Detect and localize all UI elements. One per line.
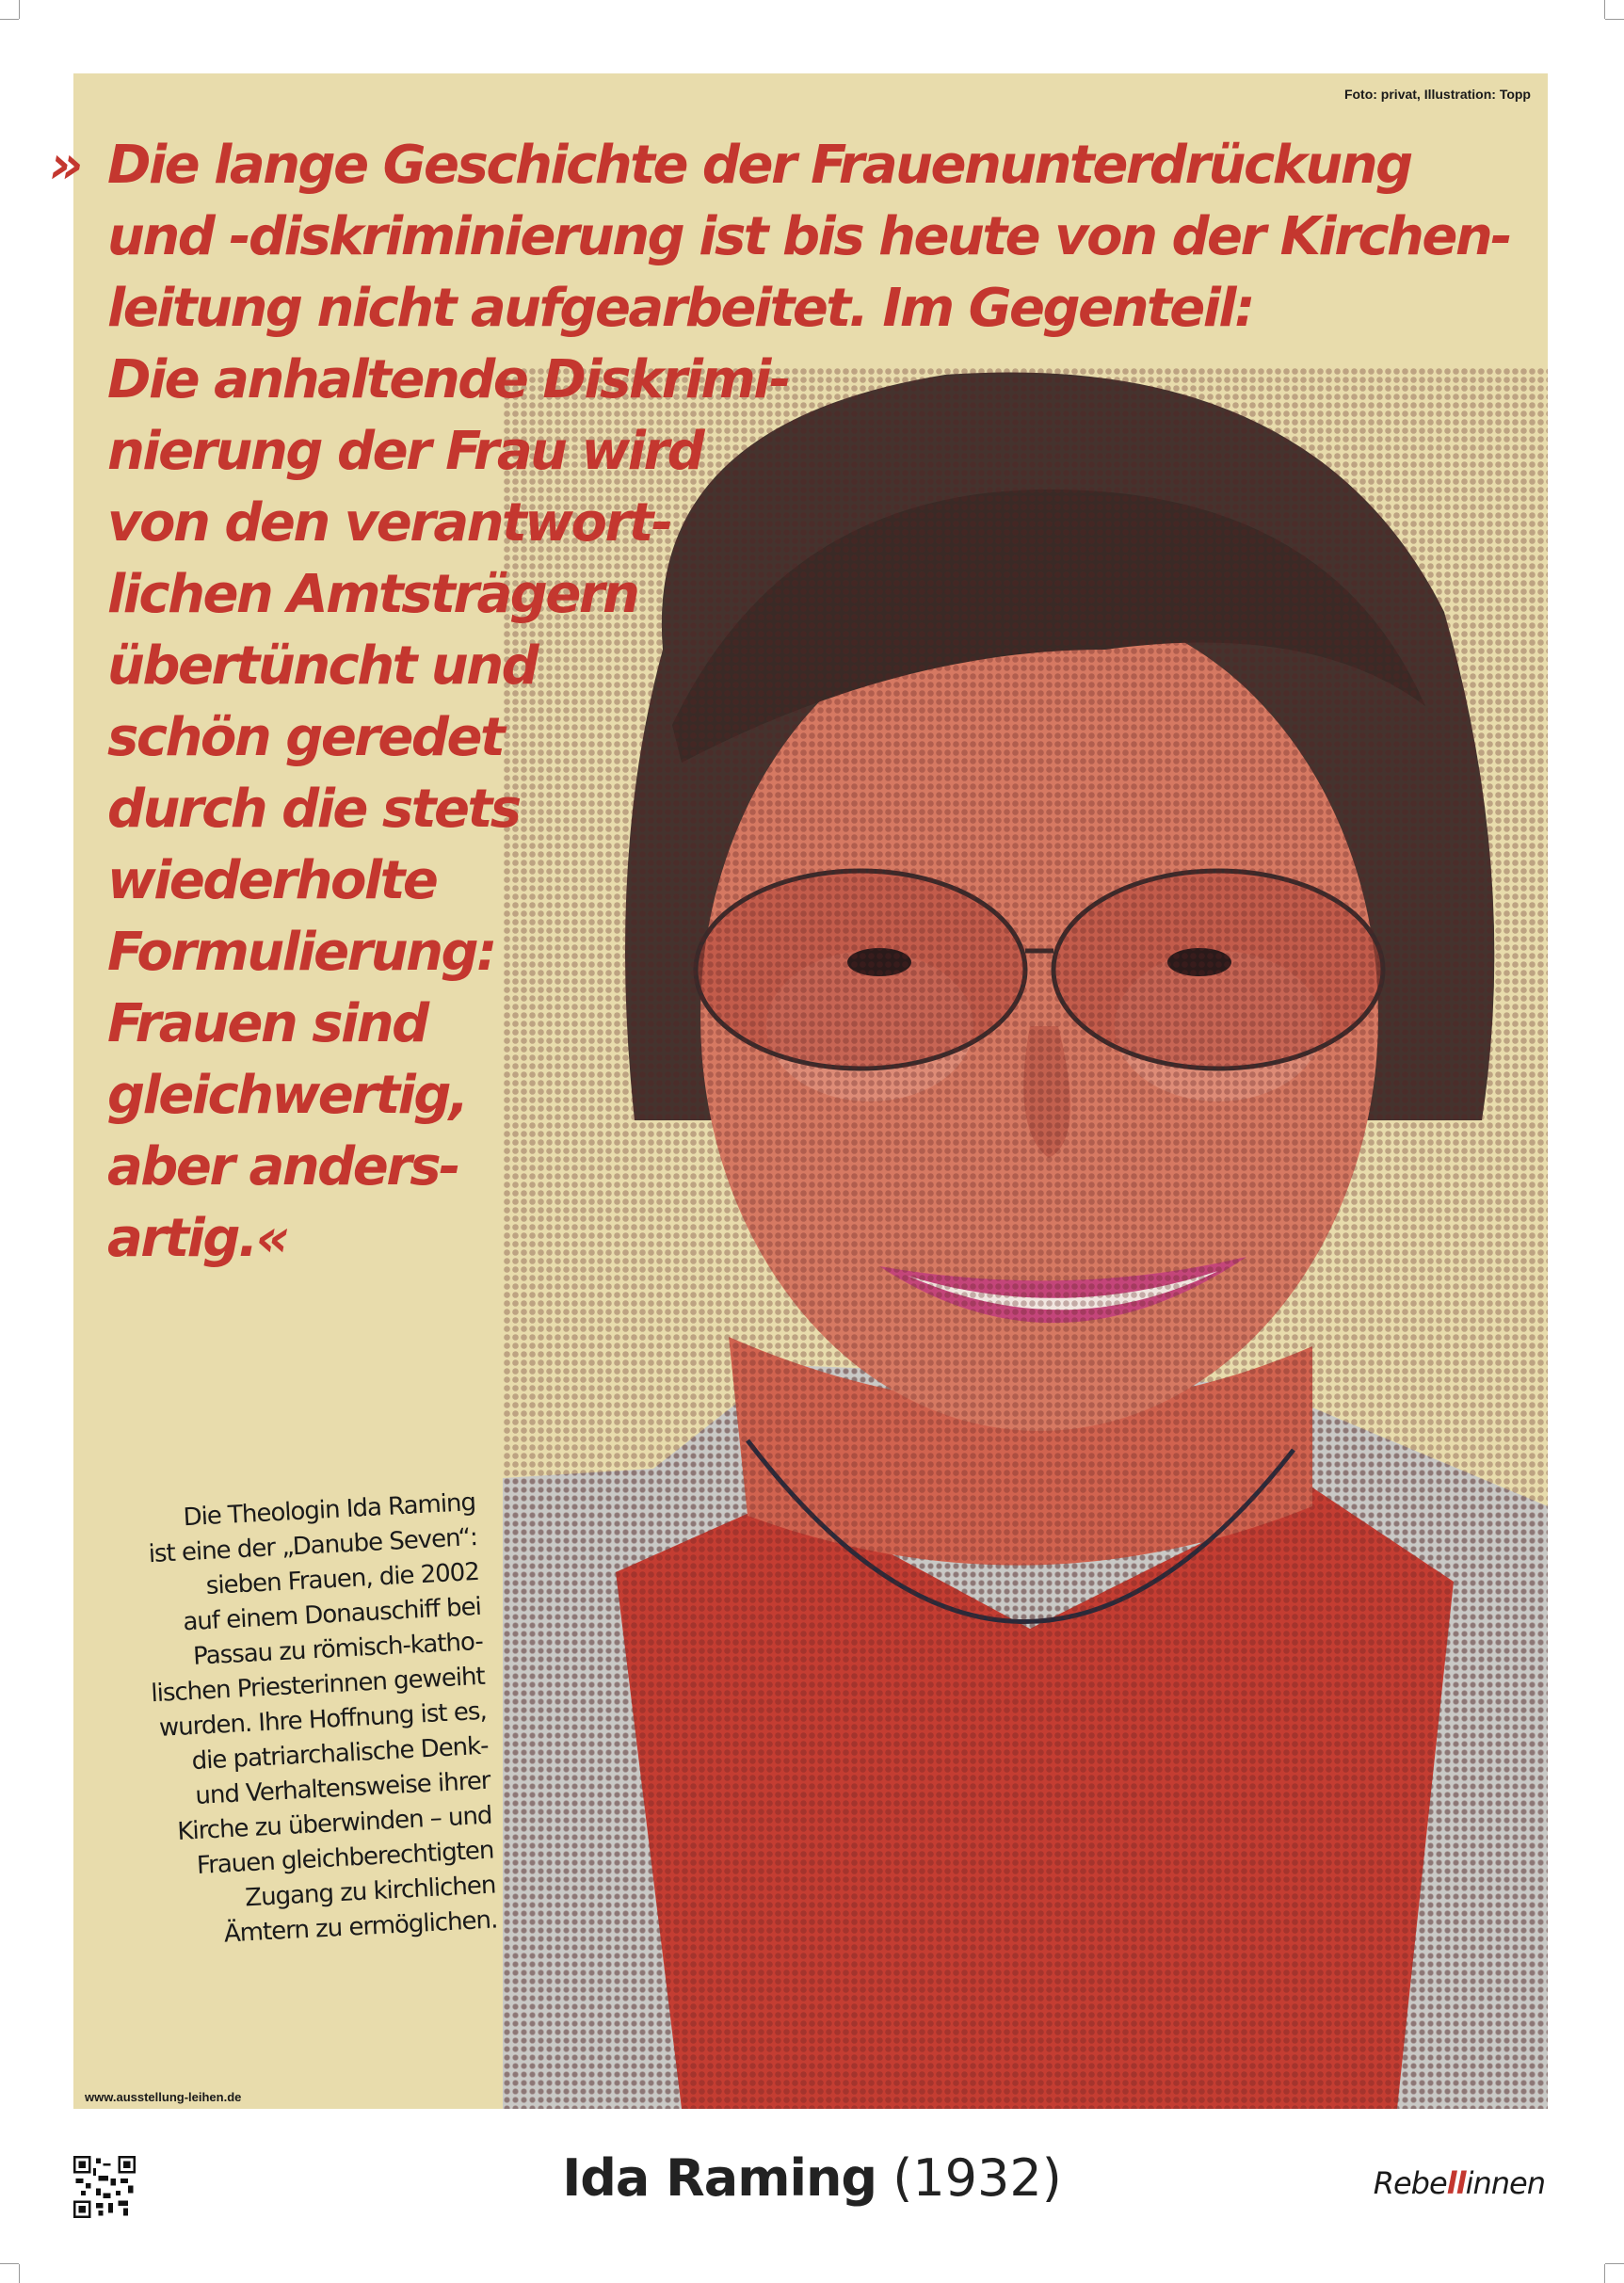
crop-mark: [0, 2263, 19, 2264]
bio-line: Kirche zu überwinden – und: [176, 1801, 493, 1847]
crop-mark: [1604, 0, 1605, 19]
crop-mark: [19, 2264, 20, 2283]
pull-quote: [49, 130, 1519, 1275]
quote-line: wiederholte: [107, 850, 437, 911]
quote-line: Die anhaltende Diskrimi-: [107, 349, 789, 410]
bio-line: Frauen gleichberechtigten: [196, 1836, 495, 1880]
quote-line: von den verantwort-: [107, 492, 671, 554]
bio-line: Zugang zu kirchlichen: [244, 1871, 497, 1913]
birth-year: (1932): [892, 2148, 1062, 2208]
quote-line: lichen Amtsträgern: [107, 564, 638, 625]
bio-line: Die Theologin Ida Raming: [182, 1487, 476, 1533]
quote-line: artig.«: [107, 1208, 288, 1269]
bio-line: die patriarchalische Denk-: [190, 1731, 490, 1777]
quote-line: leitung nicht aufgearbeitet. Im Gegenteil:: [107, 278, 1253, 339]
quote-line: Formulierung:: [107, 922, 495, 983]
bio-line: Ämtern zu ermöglichen.: [223, 1905, 498, 1949]
crop-mark: [1605, 2263, 1624, 2264]
crop-mark: [1605, 19, 1624, 20]
quote-line: gleichwertig,: [107, 1065, 467, 1126]
photo-credit: Foto: privat, Illustration: Topp: [1343, 87, 1531, 102]
bio-line: und Verhaltensweise ihrer: [194, 1766, 491, 1810]
quote-line: aber anders-: [107, 1136, 458, 1198]
logo-prefix: Rebe: [1373, 2165, 1447, 2201]
quote-open-mark: »: [49, 135, 81, 196]
bio-line: lischen Priesterinnen geweiht: [150, 1662, 486, 1709]
quote-line: Frauen sind: [107, 993, 427, 1054]
person-name: Ida Raming: [562, 2148, 877, 2208]
quote-line: und -diskriminierung ist bis heute von der Kirchen-: [107, 206, 1510, 267]
bio-line: Passau zu römisch-katho-: [192, 1627, 484, 1671]
logo-suffix: innen: [1465, 2165, 1545, 2201]
crop-mark: [0, 19, 19, 20]
quote-line: schön geredet: [107, 707, 504, 768]
bio-line: wurden. Ihre Hoffnung ist es,: [158, 1696, 488, 1743]
quote-line: nierung der Frau wird: [107, 421, 703, 482]
quote-line: durch die stets: [107, 779, 520, 840]
crop-mark: [19, 0, 20, 19]
bio-line: ist eine der „Danube Seven“:: [148, 1522, 478, 1569]
website-url[interactable]: www.ausstellung-leihen.de: [85, 2090, 242, 2104]
logo-highlight: ll: [1446, 2165, 1466, 2201]
exhibition-logo: [1374, 2165, 1545, 2201]
crop-mark: [1604, 2264, 1605, 2283]
quote-line: übertüncht und: [107, 635, 538, 697]
bio-line: sieben Frauen, die 2002: [205, 1557, 480, 1601]
biography-text: [103, 1486, 499, 1957]
bio-line: auf einem Donauschiff bei: [182, 1592, 482, 1637]
quote-line: Die lange Geschichte der Frauenunterdrückung: [107, 135, 1411, 196]
